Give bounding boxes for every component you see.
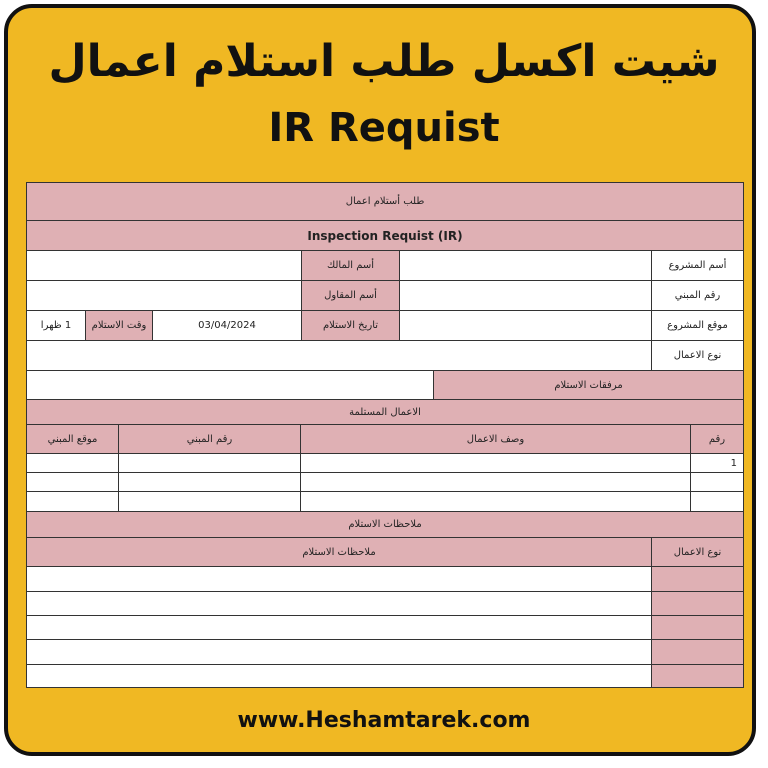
table-cell[interactable]	[26, 492, 119, 512]
receive-time-value[interactable]: 1 ظهرا	[26, 311, 86, 341]
col-header-building-location: موقع المبني	[26, 425, 119, 454]
notes-column-header: ملاحظات الاستلام	[26, 538, 652, 567]
notes-work-type-header: نوع الاعمال	[652, 538, 744, 567]
notes-row-type[interactable]	[652, 665, 744, 688]
table-cell[interactable]: 1	[691, 454, 744, 473]
table-cell[interactable]	[691, 492, 744, 512]
project-location-label: موقع المشروع	[652, 311, 744, 341]
owner-name-label: أسم المالك	[302, 251, 400, 281]
receive-time-label: وقت الاستلام	[86, 311, 153, 341]
receive-date-label: تاريخ الاستلام	[302, 311, 400, 341]
website-url: www.Heshamtarek.com	[237, 708, 531, 733]
notes-row-type[interactable]	[652, 616, 744, 640]
notes-row-type[interactable]	[652, 592, 744, 616]
poster-title-arabic: شيت اكسل طلب استلام اعمال	[48, 36, 720, 87]
notes-row[interactable]	[26, 640, 652, 665]
building-number-label: رقم المبني	[652, 281, 744, 311]
project-name-value[interactable]	[400, 251, 652, 281]
table-cell[interactable]	[119, 492, 301, 512]
notes-row[interactable]	[26, 616, 652, 640]
notes-row[interactable]	[26, 592, 652, 616]
table-cell[interactable]	[119, 454, 301, 473]
work-type-label: نوع الاعمال	[652, 341, 744, 371]
attachments-label: مرفقات الاستلام	[434, 371, 744, 400]
owner-name-value[interactable]	[26, 251, 302, 281]
received-works-title: الاعمال المستلمة	[26, 400, 744, 425]
notes-row-type[interactable]	[652, 640, 744, 665]
notes-row-type[interactable]	[652, 567, 744, 592]
building-number-value[interactable]	[400, 281, 652, 311]
table-cell[interactable]	[119, 473, 301, 492]
notes-section-title: ملاحظات الاستلام	[26, 512, 744, 538]
receive-date-value[interactable]: 03/04/2024	[153, 311, 302, 341]
col-header-number: رقم	[691, 425, 744, 454]
form-title-arabic: طلب أستلام اعمال	[26, 183, 744, 221]
col-header-building-number: رقم المبني	[119, 425, 301, 454]
work-type-value[interactable]	[26, 341, 652, 371]
table-cell[interactable]	[301, 473, 691, 492]
project-location-value[interactable]	[400, 311, 652, 341]
table-cell[interactable]	[26, 473, 119, 492]
table-cell[interactable]	[301, 454, 691, 473]
notes-row[interactable]	[26, 567, 652, 592]
inspection-request-sheet	[26, 182, 744, 688]
attachments-value[interactable]	[26, 371, 434, 400]
col-header-work-description: وصف الاعمال	[301, 425, 691, 454]
contractor-name-value[interactable]	[26, 281, 302, 311]
table-cell[interactable]	[691, 473, 744, 492]
project-name-label: أسم المشروع	[652, 251, 744, 281]
form-title-english: Inspection Requist (IR)	[26, 221, 744, 251]
poster-title-english: IR Requist	[268, 105, 500, 151]
contractor-name-label: أسم المقاول	[302, 281, 400, 311]
table-cell[interactable]	[26, 454, 119, 473]
notes-row[interactable]	[26, 665, 652, 688]
table-cell[interactable]	[301, 492, 691, 512]
